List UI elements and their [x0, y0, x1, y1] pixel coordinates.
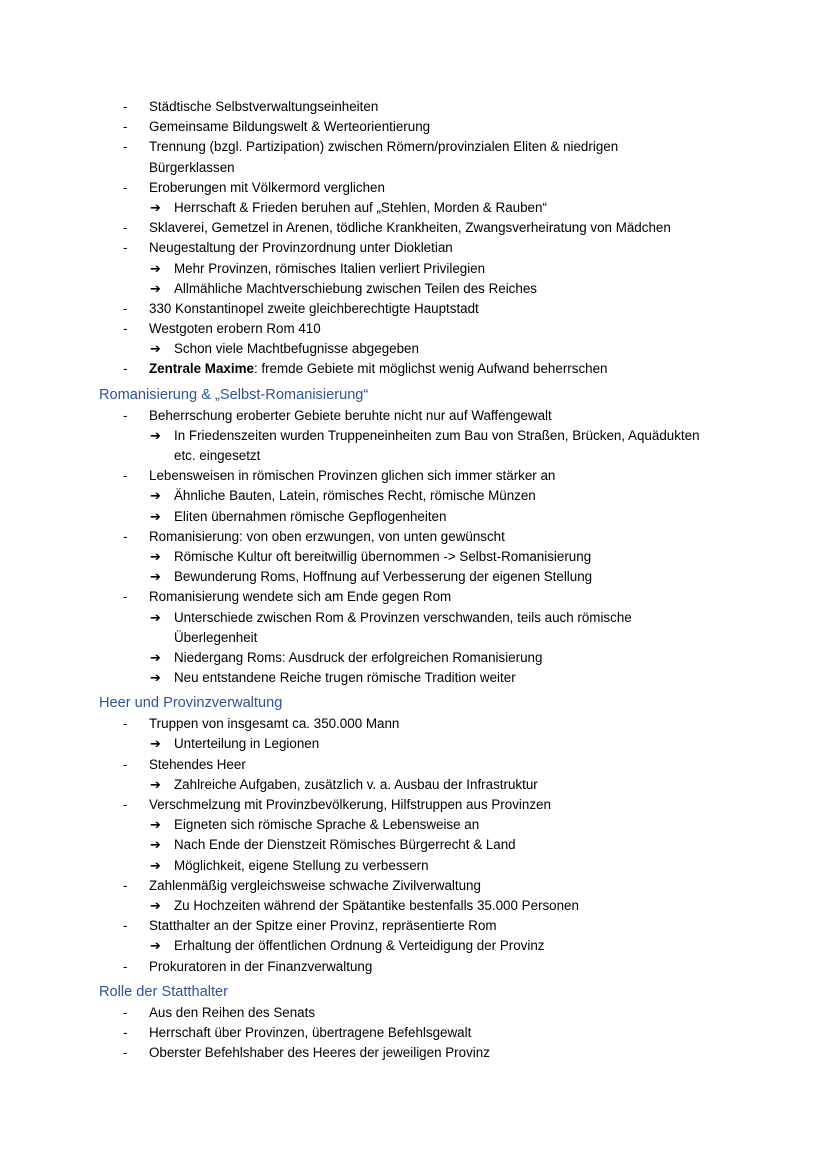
item-text: Oberster Befehlshaber des Heeres der jeweiligen Provinz: [149, 1045, 490, 1061]
arrow-right-icon: ➔: [150, 817, 161, 833]
dash-bullet: -: [123, 361, 128, 377]
sub-bullet-item: [0, 279, 828, 299]
bullet-item: [0, 714, 828, 734]
dash-bullet: -: [123, 958, 128, 974]
item-text: Neu entstandene Reiche trugen römische Tradition weiter: [174, 670, 516, 686]
item-text: Eliten übernahmen römische Gepflogenheiten: [174, 508, 447, 524]
sub-bullet-item: [0, 426, 828, 446]
item-text: Eroberungen mit Völkermord verglichen: [149, 179, 385, 195]
sub-bullet-item: [0, 339, 828, 359]
item-text: Niedergang Roms: Ausdruck der erfolgreichen Romanisierung: [174, 649, 543, 665]
bullet-item: [0, 957, 828, 977]
dash-bullet: -: [123, 1004, 128, 1020]
bullet-item: [0, 218, 828, 238]
item-text: Unterteilung in Legionen: [174, 736, 320, 752]
item-text: Ähnliche Bauten, Latein, römisches Recht, römische Münzen: [174, 488, 536, 504]
arrow-right-icon: ➔: [150, 427, 161, 443]
item-text: Mehr Provinzen, römisches Italien verliert Privilegien: [174, 260, 486, 276]
item-text: Neugestaltung der Provinzordnung unter Diokletian: [149, 240, 453, 256]
bullet-item: [0, 527, 828, 547]
bullet-item: [0, 1043, 828, 1063]
sub-bullet-item: [0, 734, 828, 754]
sub-bullet-item: [0, 835, 828, 855]
item-text: Statthalter an der Spitze einer Provinz, repräsentierte Rom: [149, 918, 497, 934]
arrow-right-icon: ➔: [150, 260, 161, 276]
item-text: [149, 359, 607, 379]
dash-bullet: -: [123, 589, 128, 605]
dash-bullet: -: [123, 179, 128, 195]
sub-bullet-item: [0, 259, 828, 279]
item-text: Romanisierung: von oben erzwungen, von unten gewünscht: [149, 528, 505, 544]
arrow-right-icon: ➔: [150, 736, 161, 752]
bullet-item: [0, 587, 828, 607]
arrow-right-icon: ➔: [150, 280, 161, 296]
item-text: Erhaltung der öffentlichen Ordnung & Verteidigung der Provinz: [174, 938, 545, 954]
sub-bullet-item: [0, 567, 828, 587]
dash-bullet: -: [123, 99, 128, 114]
item-text: Allmähliche Machtverschiebung zwischen Teilen des Reiches: [174, 280, 537, 296]
bullet-item: [0, 876, 828, 896]
arrow-right-icon: ➔: [150, 837, 161, 853]
dash-bullet: -: [123, 877, 128, 893]
bullet-item: [0, 178, 828, 198]
item-text: Aus den Reihen des Senats: [149, 1004, 316, 1020]
item-text: Beherrschung eroberter Gebiete beruhte nicht nur auf Waffengewalt: [149, 407, 552, 423]
dash-bullet: -: [123, 468, 128, 484]
bullet-item: [0, 1023, 828, 1043]
arrow-right-icon: ➔: [150, 776, 161, 792]
sub-bullet-item: [0, 507, 828, 527]
dash-bullet: -: [123, 1045, 128, 1061]
arrow-right-icon: ➔: [150, 897, 161, 913]
bullet-item: [0, 466, 828, 486]
dash-bullet: -: [123, 528, 128, 544]
bullet-item: [0, 916, 828, 936]
item-text: etc. eingesetzt: [174, 448, 261, 463]
item-text: Römische Kultur oft bereitwillig übernommen -> Selbst-Romanisierung: [174, 548, 592, 564]
arrow-right-icon: ➔: [150, 508, 161, 524]
dash-bullet: -: [123, 300, 128, 316]
item-text: Prokuratoren in der Finanzverwaltung: [149, 958, 373, 974]
item-text: Nach Ende der Dienstzeit Römisches Bürgerrecht & Land: [174, 837, 516, 853]
sub-bullet-item: [0, 648, 828, 668]
item-text: Lebensweisen in römischen Provinzen glichen sich immer stärker an: [149, 468, 556, 484]
item-text: Truppen von insgesamt ca. 350.000 Mann: [149, 716, 400, 732]
item-text: Unterschiede zwischen Rom & Provinzen verschwanden, teils auch römische: [174, 609, 632, 625]
item-text: 330 Konstantinopel zweite gleichberechtigte Hauptstadt: [149, 300, 479, 316]
arrow-right-icon: ➔: [150, 341, 161, 357]
section-heading: Romanisierung & „Selbst-Romanisierung“: [99, 386, 369, 403]
item-text: Bewunderung Roms, Hoffnung auf Verbesserung der eigenen Stellung: [174, 569, 593, 585]
arrow-right-icon: ➔: [150, 938, 161, 954]
bullet-item: [0, 299, 828, 319]
bullet-item: [0, 319, 828, 339]
item-text: Eigneten sich römische Sprache & Lebensweise an: [174, 817, 480, 833]
item-text: Städtische Selbstverwaltungseinheiten: [149, 99, 379, 114]
dash-bullet: -: [123, 119, 128, 135]
dash-bullet: -: [123, 1024, 128, 1040]
item-text: In Friedenszeiten wurden Truppeneinheiten zum Bau von Straßen, Brücken, Aquädukten: [174, 427, 700, 443]
bullet-item: [0, 1003, 828, 1023]
bullet-item: [0, 117, 828, 137]
sub-bullet-continuation: [0, 446, 828, 466]
sub-bullet-item: [0, 198, 828, 218]
arrow-right-icon: ➔: [150, 569, 161, 585]
dash-bullet: -: [123, 407, 128, 423]
item-text-rest: : fremde Gebiete mit möglichst wenig Aufwand beherrschen: [253, 361, 608, 377]
dash-bullet: -: [123, 220, 128, 236]
dash-bullet: -: [123, 240, 128, 256]
item-text: Möglichkeit, eigene Stellung zu verbessern: [174, 857, 429, 873]
arrow-right-icon: ➔: [150, 548, 161, 564]
item-text: Trennung (bzgl. Partizipation) zwischen Römern/provinzialen Eliten & niedrigen: [149, 139, 619, 155]
arrow-right-icon: ➔: [150, 488, 161, 504]
sub-bullet-item: [0, 896, 828, 916]
bold-term: Zentrale Maxime: [149, 361, 254, 377]
item-text: Schon viele Machtbefugnisse abgegeben: [174, 341, 419, 357]
item-text: Westgoten erobern Rom 410: [149, 321, 321, 337]
arrow-right-icon: ➔: [150, 199, 161, 215]
dash-bullet: -: [123, 716, 128, 732]
dash-bullet: -: [123, 918, 128, 934]
section-heading: Rolle der Statthalter: [99, 983, 228, 1000]
bullet-item: [0, 755, 828, 775]
sub-bullet-item: [0, 668, 828, 688]
arrow-right-icon: ➔: [150, 857, 161, 873]
item-text: Sklaverei, Gemetzel in Arenen, tödliche Krankheiten, Zwangsverheiratung von Mädchen: [149, 220, 671, 236]
dash-bullet: -: [123, 321, 128, 337]
sub-bullet-item: [0, 856, 828, 876]
bullet-item: [0, 359, 828, 379]
sub-bullet-item: [0, 608, 828, 628]
bullet-item: [0, 97, 828, 117]
item-text: Romanisierung wendete sich am Ende gegen Rom: [149, 589, 452, 605]
arrow-right-icon: ➔: [150, 649, 161, 665]
item-text: Zu Hochzeiten während der Spätantike bestenfalls 35.000 Personen: [174, 897, 579, 913]
sub-bullet-item: [0, 815, 828, 835]
item-text: Bürgerklassen: [149, 159, 235, 175]
item-text: Zahlreiche Aufgaben, zusätzlich v. a. Ausbau der Infrastruktur: [174, 776, 538, 792]
item-text: Herrschaft über Provinzen, übertragene Befehlsgewalt: [149, 1024, 472, 1040]
item-text: Gemeinsame Bildungswelt & Werteorientierung: [149, 119, 431, 135]
dash-bullet: -: [123, 139, 128, 155]
sub-bullet-item: [0, 775, 828, 795]
item-text: Stehendes Heer: [149, 756, 246, 772]
arrow-right-icon: ➔: [150, 670, 161, 686]
bullet-item: [0, 795, 828, 815]
sub-bullet-continuation: [0, 628, 828, 648]
bullet-item: [0, 137, 828, 157]
sub-bullet-item: [0, 486, 828, 506]
bullet-item: [0, 406, 828, 426]
dash-bullet: -: [123, 756, 128, 772]
item-text: Überlegenheit: [174, 629, 258, 645]
bullet-item: [0, 238, 828, 258]
item-text: Herrschaft & Frieden beruhen auf „Stehlen, Morden & Rauben“: [174, 199, 547, 215]
section-heading: Heer und Provinzverwaltung: [99, 695, 283, 712]
dash-bullet: -: [123, 797, 128, 812]
item-text: Verschmelzung mit Provinzbevölkerung, Hilfstruppen aus Provinzen: [149, 797, 551, 812]
sub-bullet-item: [0, 936, 828, 956]
item-text: Zahlenmäßig vergleichsweise schwache Zivilverwaltung: [149, 877, 481, 893]
arrow-right-icon: ➔: [150, 609, 161, 625]
bullet-continuation: [0, 158, 828, 178]
sub-bullet-item: [0, 547, 828, 567]
